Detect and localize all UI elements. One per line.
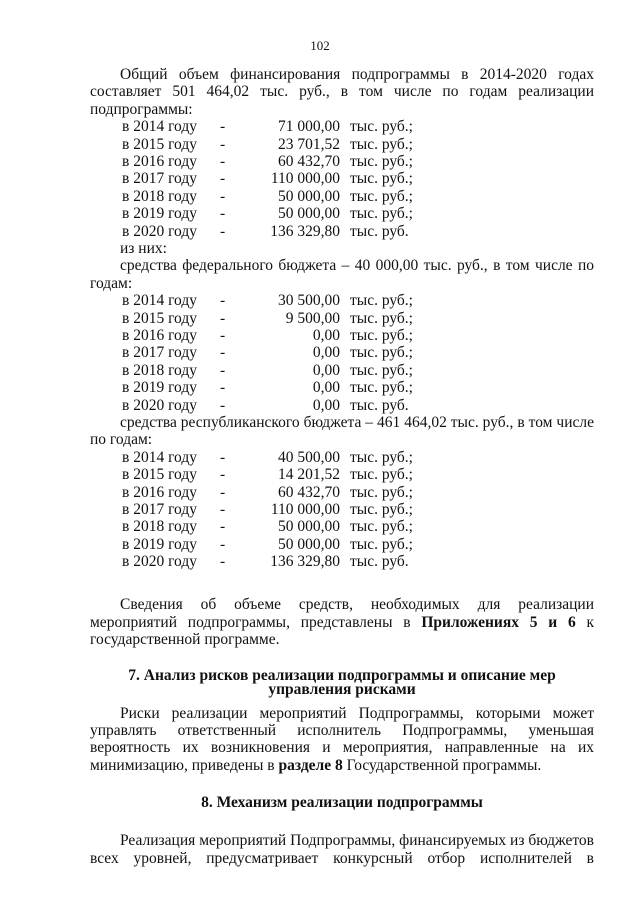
section-reference: разделе 8: [278, 756, 343, 774]
year-label: в 2017 году: [122, 170, 197, 188]
dash: -: [220, 326, 226, 344]
republic-funding-list: [90, 449, 594, 571]
funding-row: [90, 449, 594, 466]
unit-label: тыс. руб.;: [350, 309, 413, 327]
unit-label: тыс. руб.;: [350, 153, 413, 170]
year-label: в 2014 году: [122, 448, 197, 466]
funding-row: [90, 188, 594, 205]
year-label: в 2020 году: [122, 553, 197, 571]
year-label: в 2017 году: [122, 344, 197, 362]
year-label: в 2020 году: [122, 396, 197, 414]
year-label: в 2018 году: [122, 187, 197, 205]
amount-value: 50 000,00: [278, 187, 340, 205]
amount-value: 60 432,70: [278, 153, 340, 170]
amount-value: 40 500,00: [278, 448, 340, 466]
year-label: в 2019 году: [122, 205, 197, 223]
amount-value: 50 000,00: [278, 205, 340, 223]
federal-budget-intro: средства федерального бюджета – 40 000,00 тыс. руб., в том числе по годам:: [90, 257, 594, 292]
amount-value: 110 000,00: [270, 170, 340, 188]
year-label: в 2016 году: [122, 153, 197, 170]
year-label: в 2018 году: [122, 361, 197, 379]
funding-row: [90, 223, 594, 240]
dash: -: [220, 187, 226, 205]
dash: -: [220, 292, 226, 310]
document-body: [90, 66, 594, 867]
appendix-reference: Приложениях 5 и 6: [421, 613, 576, 631]
amount-value: 14 201,52: [278, 466, 340, 484]
dash: -: [220, 396, 226, 414]
amount-value: 0,00: [312, 344, 340, 362]
amount-value: 50 000,00: [278, 518, 340, 536]
appendix-note-tail: к государственной программе.: [90, 613, 595, 649]
funding-row: [90, 518, 594, 535]
dash: -: [220, 344, 226, 362]
dash: -: [220, 170, 226, 188]
funding-row: [90, 170, 594, 187]
funding-row: [90, 205, 594, 222]
dash: -: [220, 135, 226, 153]
year-label: в 2016 году: [122, 483, 197, 501]
year-label: в 2015 году: [122, 135, 197, 153]
unit-label: тыс. руб.;: [350, 205, 413, 223]
dash: -: [220, 309, 226, 327]
dash: -: [220, 222, 226, 240]
unit-label: тыс. руб.: [350, 222, 409, 240]
dash: -: [220, 483, 226, 501]
dash: -: [220, 518, 226, 536]
republic-budget-intro: средства республиканского бюджета – 461 464,02 тыс. руб., в том числе по годам:: [90, 413, 594, 449]
funding-row: [90, 379, 594, 396]
funding-row: [90, 327, 594, 344]
amount-value: 71 000,00: [278, 118, 340, 136]
unit-label: тыс. руб.: [350, 553, 409, 571]
dash: -: [220, 466, 226, 484]
amount-value: 60 432,70: [278, 483, 340, 501]
funding-row: [90, 310, 594, 327]
dash: -: [220, 379, 226, 397]
funding-row: [90, 484, 594, 501]
section-8-heading: 8. Механизм реализации подпрограммы: [201, 794, 483, 812]
year-label: в 2019 году: [122, 379, 197, 397]
unit-label: тыс. руб.;: [350, 535, 413, 553]
unit-label: тыс. руб.;: [350, 483, 413, 501]
section-7-body: Риски реализации мероприятий Подпрограммы, которыми может управлять ответственный исполнитель Подпрограммы, уменьшая вероятность их возникновения и мероприятия, направленные на их минимизацию, приведены в: [90, 704, 594, 774]
year-label: в 2015 году: [122, 466, 197, 484]
amount-value: 50 000,00: [278, 535, 340, 553]
amount-value: 23 701,52: [278, 135, 340, 153]
unit-label: тыс. руб.;: [350, 500, 413, 518]
dash: -: [220, 500, 226, 518]
section-7-tail: Государственной программы.: [342, 756, 542, 774]
amount-value: 0,00: [312, 361, 340, 379]
unit-label: тыс. руб.;: [350, 361, 413, 379]
amount-value: 136 329,80: [270, 222, 340, 240]
unit-label: тыс. руб.;: [350, 379, 413, 397]
unit-label: тыс. руб.;: [350, 135, 413, 153]
page-number: 102: [310, 38, 330, 53]
of-which-label: из них:: [120, 239, 167, 257]
dash: -: [220, 205, 226, 223]
year-label: в 2019 году: [122, 535, 197, 553]
funding-row: [90, 536, 594, 553]
unit-label: тыс. руб.: [350, 396, 409, 414]
year-label: в 2018 году: [122, 518, 197, 536]
dash: -: [220, 361, 226, 379]
appendix-note-text: Сведения об объеме средств, необходимых для реализации мероприятий подпрограммы, представлены в: [90, 596, 594, 631]
dash: -: [220, 448, 226, 466]
dash: -: [220, 153, 226, 170]
funding-row: [90, 553, 594, 570]
year-label: в 2015 году: [122, 309, 197, 327]
unit-label: тыс. руб.;: [350, 187, 413, 205]
unit-label: тыс. руб.;: [350, 466, 413, 484]
unit-label: тыс. руб.;: [350, 118, 413, 136]
year-label: в 2014 году: [122, 292, 197, 310]
section-8-text: Реализация мероприятий Подпрограммы, финансируемых из бюджетов всех уровней, предусматривает конкурсный отбор исполнителей в: [90, 832, 594, 867]
amount-value: 0,00: [312, 326, 340, 344]
unit-label: тыс. руб.;: [350, 344, 413, 362]
section-7-text: [90, 705, 594, 775]
unit-label: тыс. руб.;: [350, 448, 413, 466]
funding-row: [90, 118, 594, 135]
unit-label: тыс. руб.;: [350, 170, 413, 188]
funding-row: [90, 153, 594, 170]
dash: -: [220, 535, 226, 553]
unit-label: тыс. руб.;: [350, 292, 413, 310]
year-label: в 2016 году: [122, 326, 197, 344]
total-funding-list: [90, 118, 594, 240]
funding-row: [90, 501, 594, 518]
appendix-note: [90, 596, 594, 648]
year-label: в 2020 году: [122, 222, 197, 240]
amount-value: 30 500,00: [278, 292, 340, 310]
funding-row: [90, 136, 594, 153]
funding-row: [90, 344, 594, 361]
section-7-heading: 7. Анализ рисков реализации подпрограммы и описание мер управления рисками: [128, 666, 556, 698]
funding-row: [90, 292, 594, 309]
amount-value: 0,00: [312, 379, 340, 397]
funding-intro: Общий объем финансирования подпрограммы в 2014-2020 годах составляет 501 464,02 тыс. руб., в том числе по годам реализации подпрограммы:: [90, 66, 594, 118]
funding-row: [90, 397, 594, 414]
amount-value: 0,00: [312, 396, 340, 414]
unit-label: тыс. руб.;: [350, 326, 413, 344]
year-label: в 2017 году: [122, 500, 197, 518]
amount-value: 110 000,00: [270, 500, 340, 518]
unit-label: тыс. руб.;: [350, 518, 413, 536]
year-label: в 2014 году: [122, 118, 197, 136]
dash: -: [220, 118, 226, 136]
funding-row: [90, 362, 594, 379]
dash: -: [220, 553, 226, 571]
amount-value: 9 500,00: [285, 309, 340, 327]
funding-row: [90, 466, 594, 483]
amount-value: 136 329,80: [270, 553, 340, 571]
federal-funding-list: [90, 292, 594, 414]
